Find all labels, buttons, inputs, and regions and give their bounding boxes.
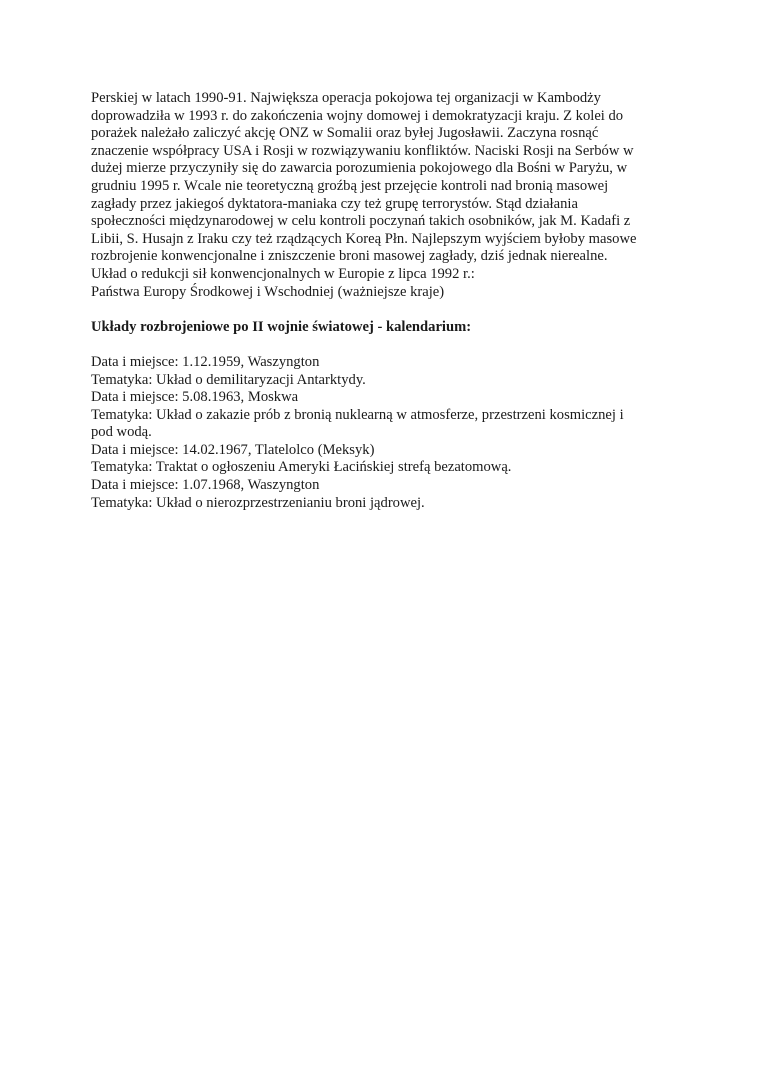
- paragraph-line: Układ o redukcji sił konwencjonalnych w Europie z lipca 1992 r.:: [91, 265, 475, 282]
- paragraph-line: Perskiej w latach 1990-91. Największa operacja pokojowa tej organizacji w Kambodży: [91, 90, 601, 106]
- paragraph-line: Państwa Europy Środkowej i Wschodniej (ważniejsze kraje): [91, 283, 445, 300]
- paragraph-line: społeczności międzynarodowej w celu kontroli poczynań takich osobników, jak M. Kadafi z: [91, 213, 631, 230]
- document-page: [91, 90, 681, 512]
- entry-line: Tematyka: Układ o zakazie prób z bronią nuklearną w atmosferze, przestrzeni kosmicznej i: [91, 406, 624, 423]
- entry-line: Tematyka: Traktat o ogłoszeniu Ameryki Łacińskiej strefą bezatomową.: [91, 459, 512, 476]
- paragraph-line: Libii, S. Husajn z Iraku czy też rządzących Koreą Płn. Najlepszym wyjściem byłoby masowe: [91, 230, 637, 247]
- paragraph-line: rozbrojenie konwencjonalne i zniszczenie broni masowej zagłady, dziś jednak nierealne.: [91, 248, 608, 265]
- paragraph-line: doprowadziła w 1993 r. do zakończenia wojny domowej i demokratyzacji kraju. Z kolei do: [91, 107, 624, 124]
- entry-line: Tematyka: Układ o demilitaryzacji Antarktydy.: [91, 371, 366, 388]
- paragraph-line: grudniu 1995 r. Wcale nie teoretyczną groźbą jest przejęcie kontroli nad bronią masowej: [91, 177, 609, 194]
- intro-paragraph: [91, 90, 681, 301]
- entry-line: Data i miejsce: 1.12.1959, Waszyngton: [91, 353, 320, 370]
- paragraph-line: zagłady przez jakiegoś dyktatora-maniaka czy też grupę terrorystów. Stąd działania: [91, 195, 578, 212]
- entry-line: pod wodą.: [91, 424, 152, 441]
- paragraph-line: znaczenie współpracy USA i Rosji w rozwiązywaniu konfliktów. Naciski Rosji na Serbów w: [91, 142, 634, 159]
- entry-line: Tematyka: Układ o nierozprzestrzenianiu broni jądrowej.: [91, 494, 425, 511]
- paragraph-line: dużej mierze przyczyniły się do zawarcia porozumienia pokojowego dla Bośni w Paryżu, w: [91, 160, 628, 177]
- entry-line: Data i miejsce: 14.02.1967, Tlatelolco (Meksyk): [91, 441, 375, 458]
- paragraph-line: porażek należało zaliczyć akcję ONZ w Somalii oraz byłej Jugosławii. Zaczyna rosnąć: [91, 125, 599, 142]
- section-heading: Układy rozbrojeniowe po II wojnie światowej - kalendarium:: [91, 318, 472, 335]
- treaty-calendar-list: [91, 354, 681, 512]
- entry-line: Data i miejsce: 5.08.1963, Moskwa: [91, 389, 299, 406]
- entry-line: Data i miejsce: 1.07.1968, Waszyngton: [91, 477, 320, 494]
